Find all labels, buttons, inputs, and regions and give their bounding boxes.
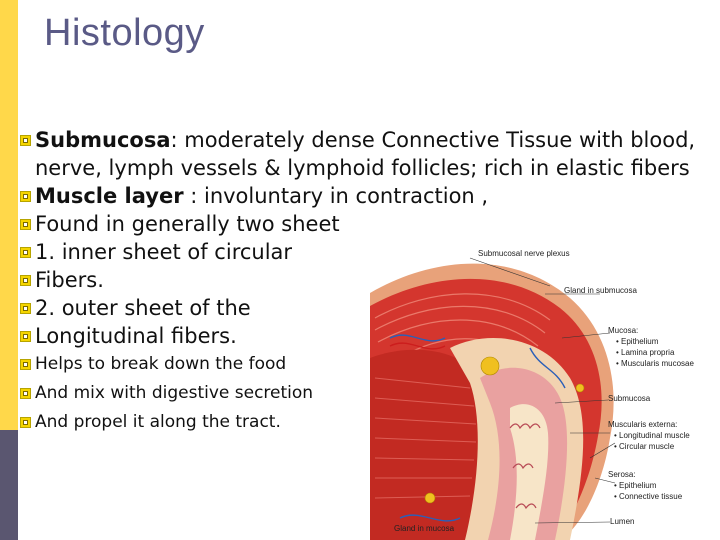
bullet-text: 1. inner sheet of circular <box>35 240 293 264</box>
label-submucosal-nerve-plexus: Submucosal nerve plexus <box>478 249 570 258</box>
label-epithelium: • Epithelium <box>616 337 659 346</box>
bullet-marker-icon <box>20 388 31 399</box>
bullet-marker-icon <box>20 331 31 342</box>
bullet-muscle-layer <box>20 182 720 210</box>
bullet-marker-icon <box>20 191 31 202</box>
label-gland-in-submucosa: Gland in submucosa <box>564 286 637 295</box>
bullet-text: And propel it along the tract. <box>35 412 281 432</box>
slide-title: Histology <box>44 12 205 54</box>
bullet-text: : moderately dense Connective Tissue with blood, nerve, lymph vessels & lymphoid follicles; rich in elastic fibers <box>35 128 696 180</box>
gut-wall-illustration <box>370 238 720 540</box>
bullet-term: Muscle layer <box>35 184 184 208</box>
bullet-text: And mix with digestive secretion <box>35 383 314 403</box>
bullet-text: : involuntary in contraction , <box>183 184 489 208</box>
bullet-text: Helps to break down the food <box>35 354 287 374</box>
label-muscularis-mucosae: • Muscularis mucosae <box>616 359 694 368</box>
label-longitudinal-muscle: • Longitudinal muscle <box>614 431 690 440</box>
bullet-marker-icon <box>20 219 31 230</box>
bullet-text: Fibers. <box>35 268 104 292</box>
bullet-marker-icon <box>20 247 31 258</box>
label-circular-muscle: • Circular muscle <box>614 442 675 451</box>
label-gland-in-mucosa: Gland in mucosa <box>394 524 455 533</box>
bullet-text: Longitudinal fibers. <box>35 324 237 348</box>
bullet-text: 2. outer sheet of the <box>35 296 251 320</box>
bullet-marker-icon <box>20 135 31 146</box>
bullet-marker-icon <box>20 417 31 428</box>
bullet-two-sheets <box>20 210 720 238</box>
label-lamina-propria: • Lamina propria <box>616 348 675 357</box>
label-mucosa: Mucosa: <box>608 326 639 335</box>
label-serosa-epithelium: • Epithelium <box>614 481 657 490</box>
bullet-term: Submucosa <box>35 128 171 152</box>
bullet-text: Found in generally two sheet <box>35 212 340 236</box>
label-connective-tissue: • Connective tissue <box>614 492 683 501</box>
bullet-marker-icon <box>20 275 31 286</box>
bullet-marker-icon <box>20 303 31 314</box>
label-submucosa: Submucosa <box>608 394 651 403</box>
label-lumen: Lumen <box>610 517 635 526</box>
left-accent-bar <box>0 0 18 540</box>
bullet-marker-icon <box>20 359 31 370</box>
label-muscularis-externa: Muscularis externa: <box>608 420 678 429</box>
bullet-submucosa <box>20 126 720 182</box>
label-serosa: Serosa: <box>608 470 636 479</box>
